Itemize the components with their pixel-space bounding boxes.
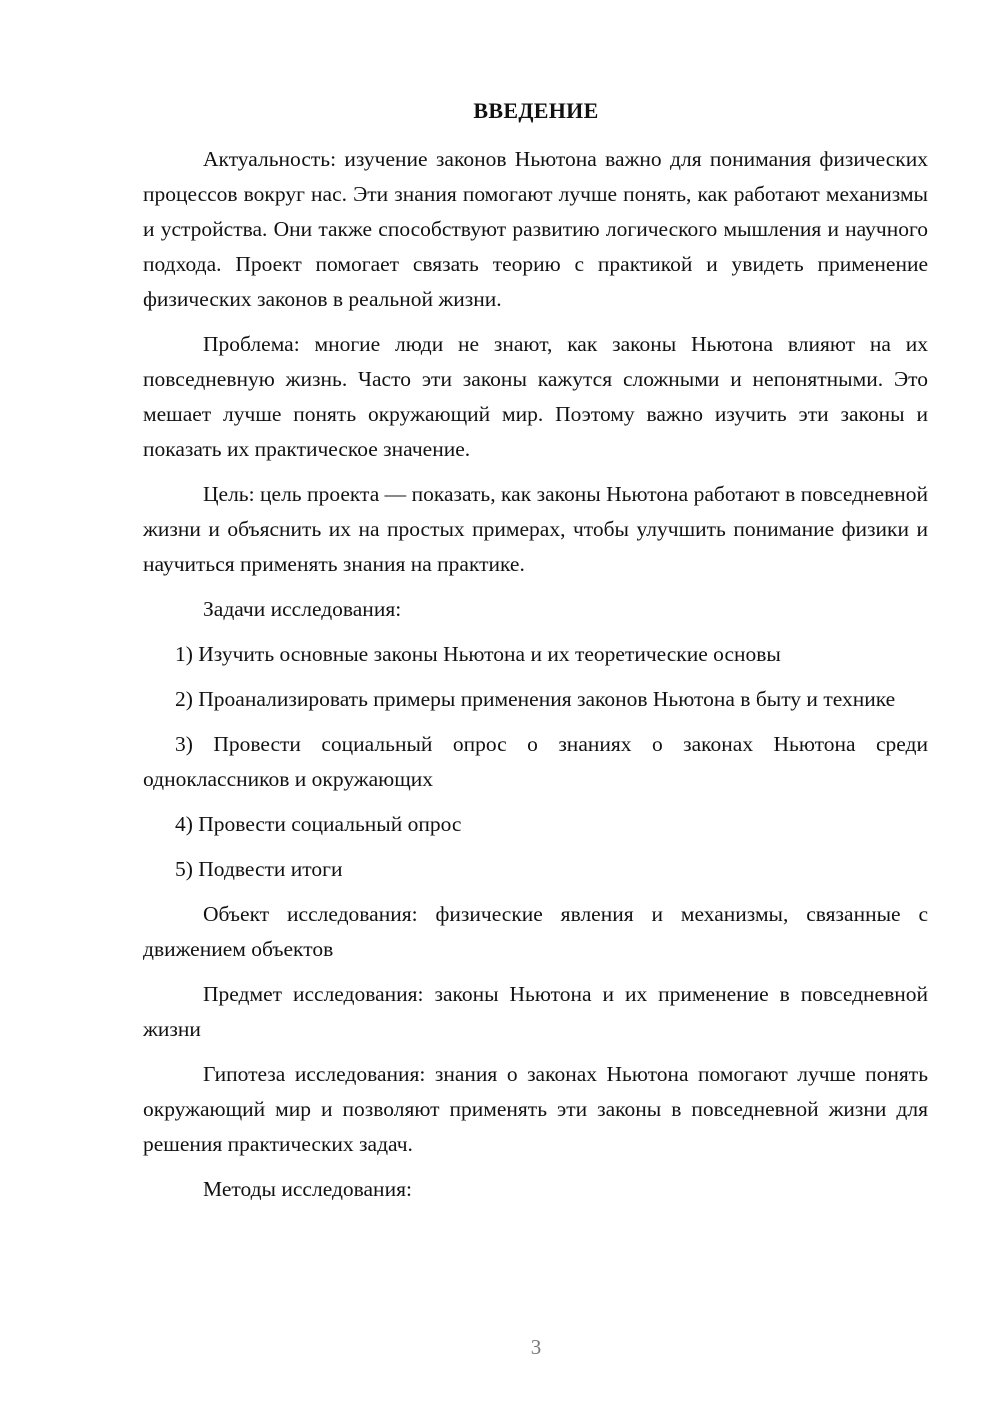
- subject-paragraph: Предмет исследования: законы Ньютона и их применение в повседневной жизни: [143, 982, 928, 1041]
- page-number: 3: [530, 1335, 542, 1359]
- hypothesis-paragraph: Гипотеза исследования: знания о законах Ньютона помогают лучше понять окружающий мир и позволяют применять эти законы в повседневной жизни для решения практических задач.: [143, 1062, 928, 1156]
- section-heading: ВВЕДЕНИЕ: [473, 98, 599, 123]
- task-item-4: 4) Провести социальный опрос: [175, 812, 462, 836]
- tasks-heading: Задачи исследования:: [203, 597, 402, 621]
- task-item-3: 3) Провести социальный опрос о знаниях о законах Ньютона среди одноклассников и окружающих: [143, 732, 928, 791]
- task-item-2: 2) Проанализировать примеры применения законов Ньютона в быту и технике: [175, 687, 896, 711]
- tasks-list: [143, 637, 928, 887]
- goal-paragraph: Цель: цель проекта — показать, как законы Ньютона работают в повседневной жизни и объяснить их на простых примерах, чтобы улучшить понимание физики и научиться применять знания на практике.: [143, 482, 928, 576]
- task-item-5: 5) Подвести итоги: [175, 857, 343, 881]
- task-item-1: 1) Изучить основные законы Ньютона и их теоретические основы: [175, 642, 781, 666]
- problem-paragraph: Проблема: многие люди не знают, как законы Ньютона влияют на их повседневную жизнь. Часто эти законы кажутся сложными и непонятными. Это мешает лучше понять окружающий мир. Поэтому важно изучить эти законы и показать их практическое значение.: [143, 332, 928, 461]
- relevance-paragraph: Актуальность: изучение законов Ньютона важно для понимания физических процессов вокруг нас. Эти знания помогают лучше понять, как работают механизмы и устройства. Они также способствуют развитию логического мышления и научного подхода. Проект помогает связать теорию с практикой и увидеть применение физических законов в реальной жизни.: [143, 147, 928, 311]
- document-body: [143, 142, 928, 1217]
- object-paragraph: Объект исследования: физические явления и механизмы, связанные с движением объектов: [143, 902, 928, 961]
- methods-heading: Методы исследования:: [203, 1177, 412, 1201]
